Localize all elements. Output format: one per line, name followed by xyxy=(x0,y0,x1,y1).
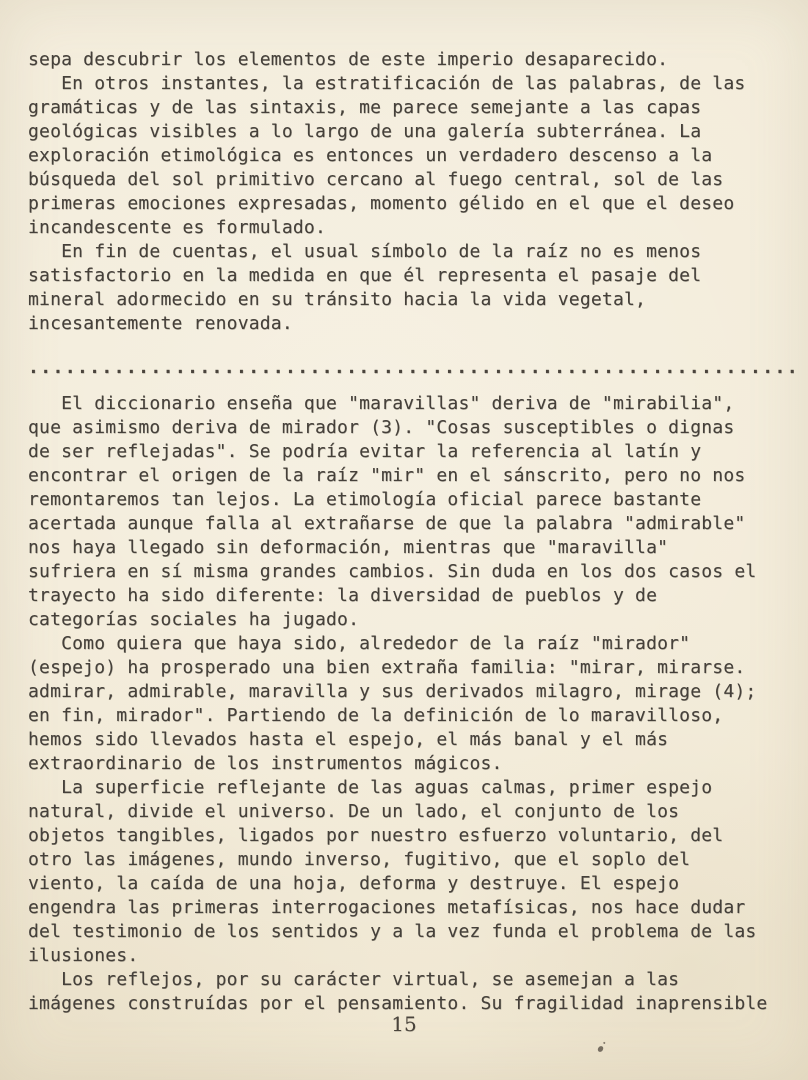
text-line: Los reflejos, por su carácter virtual, se asemejan a las xyxy=(28,969,680,990)
text-line: gramáticas y de las sintaxis, me parece semejante a las capas xyxy=(28,97,702,118)
page-number: 15 xyxy=(391,1012,417,1036)
text-line: exploración etimológica es entonces un verdadero descenso a la xyxy=(28,145,713,166)
dotted-separator: ............................................................... xyxy=(28,357,799,378)
text-line: (espejo) ha prosperado una bien extraña familia: "mirar, mirarse. xyxy=(28,657,746,678)
text-line: El diccionario enseña que "maravillas" deriva de "mirabilia", xyxy=(28,393,735,414)
text-line: nos haya llegado sin deformación, mientras que "maravilla" xyxy=(28,537,669,558)
text-line: en fin, mirador". Partiendo de la definición de lo maravilloso, xyxy=(28,705,724,726)
text-line: engendra las primeras interrogaciones metafísicas, nos hace dudar xyxy=(28,897,746,918)
text-line: La superficie reflejante de las aguas calmas, primer espejo xyxy=(28,777,713,798)
text-line: búsqueda del sol primitivo cercano al fuego central, sol de las xyxy=(28,169,724,190)
text-line: sufriera en sí misma grandes cambios. Sin duda en los dos casos el xyxy=(28,561,757,582)
text-line: encontrar el origen de la raíz "mir" en el sánscrito, pero no nos xyxy=(28,465,746,486)
text-line: trayecto ha sido diferente: la diversidad de pueblos y de xyxy=(28,585,658,606)
text-line: otro las imágenes, mundo inverso, fugitivo, que el soplo del xyxy=(28,849,691,870)
text-line: incesantemente renovada. xyxy=(28,313,293,334)
text-line: viento, la caída de una hoja, deforma y destruye. El espejo xyxy=(28,873,680,894)
text-line: que asimismo deriva de mirador (3). "Cosas susceptibles o dignas xyxy=(28,417,735,438)
text-line: natural, divide el universo. De un lado, el conjunto de los xyxy=(28,801,680,822)
text-line: del testimonio de los sentidos y a la vez funda el problema de las xyxy=(28,921,757,942)
text-line: imágenes construídas por el pensamiento. Su fragilidad inaprensible xyxy=(28,993,768,1014)
page-text xyxy=(28,48,799,1016)
text-line: primeras emociones expresadas, momento gélido en el que el deseo xyxy=(28,193,735,214)
text-line: categorías sociales ha jugado. xyxy=(28,609,360,630)
text-line: de ser reflejadas". Se podría evitar la referencia al latín y xyxy=(28,441,702,462)
ink-speck xyxy=(597,1045,604,1052)
text-line: ilusiones. xyxy=(28,945,139,966)
text-line: remontaremos tan lejos. La etimología oficial parece bastante xyxy=(28,489,702,510)
text-line: admirar, admirable, maravilla y sus derivados milagro, mirage (4); xyxy=(28,681,757,702)
text-line: acertada aunque falla al extrañarse de que la palabra "admirable" xyxy=(28,513,746,534)
text-line: mineral adormecido en su tránsito hacia la vida vegetal, xyxy=(28,289,647,310)
text-line: extraordinario de los instrumentos mágicos. xyxy=(28,753,503,774)
text-line: satisfactorio en la medida en que él representa el pasaje del xyxy=(28,265,702,286)
text-line: En otros instantes, la estratificación de las palabras, de las xyxy=(28,73,746,94)
text-line: incandescente es formulado. xyxy=(28,217,326,238)
text-line: sepa descubrir los elementos de este imperio desaparecido. xyxy=(28,49,669,70)
text-line: En fin de cuentas, el usual símbolo de la raíz no es menos xyxy=(28,241,702,262)
text-line: hemos sido llevados hasta el espejo, el más banal y el más xyxy=(28,729,669,750)
text-line: Como quiera que haya sido, alrededor de la raíz "mirador" xyxy=(28,633,691,654)
text-line: geológicas visibles a lo largo de una galería subterránea. La xyxy=(28,121,702,142)
text-line: objetos tangibles, ligados por nuestro esfuerzo voluntario, del xyxy=(28,825,724,846)
